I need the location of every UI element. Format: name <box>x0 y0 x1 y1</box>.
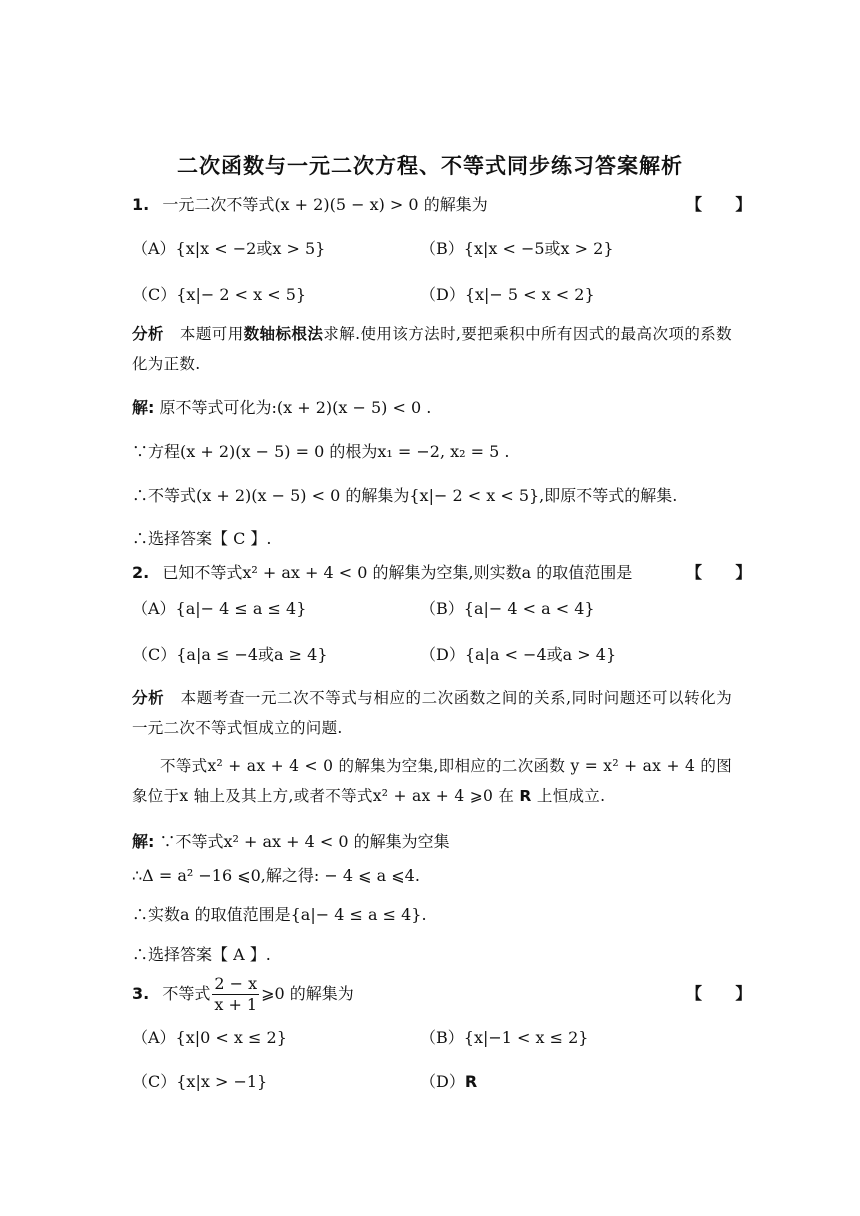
solution-line-2: ∴Δ = a² −16 ⩽0,解之得: − 4 ⩽ a ⩽4. <box>132 866 420 885</box>
option-a: （A）{x|0 < x ≤ 2} <box>132 1028 287 1047</box>
analysis-paragraph-2: 不等式x² + ax + 4 < 0 的解集为空集,即相应的二次函数 y = x² + ax + 4 的图象位于x 轴上及其上方,或者不等式x² + ax + 4 ⩾0 在 R 上恒成立. <box>132 757 732 805</box>
option-c: （C）{x|x > −1} <box>132 1072 268 1091</box>
solution-line-1: 解: 原不等式可化为:(x + 2)(x − 5) < 0 . <box>132 398 432 417</box>
analysis-paragraph: 分析 本题考查一元二次不等式与相应的二次函数之间的关系,同时问题还可以转化为一元二次不等式恒成立的问题. <box>132 689 733 737</box>
fraction-numerator: 2 − x <box>214 974 258 993</box>
method-name: 数轴标根法 <box>243 325 324 343</box>
option-a: （A）{x|x < −2或x > 5} <box>132 239 326 258</box>
solution-label: 解: <box>132 398 155 417</box>
solution-line-2: ∵方程(x + 2)(x − 5) = 0 的根为x₁ = −2, x₂ = 5 . <box>132 442 510 461</box>
answer-bracket: 【 】 <box>686 195 752 214</box>
option-b: （B）{x|x < −5或x > 2} <box>420 239 614 258</box>
question-stem: 一元二次不等式(x + 2)(5 − x) > 0 的解集为 <box>162 195 488 214</box>
question-stem: 已知不等式x² + ax + 4 < 0 的解集为空集,则实数a 的取值范围是 <box>162 563 633 582</box>
question-number: 1. <box>132 195 150 214</box>
solution-label: 解: <box>132 832 155 851</box>
option-c: （C）{a|a ≤ −4或a ≥ 4} <box>132 645 328 664</box>
option-b: （B）{a|− 4 < a < 4} <box>420 599 595 618</box>
real-set-symbol: R <box>464 1072 478 1091</box>
option-d: （D）{a|a < −4或a > 4} <box>420 645 617 664</box>
question-3: 3. 不等式 $\frac{2 - x}{x + 1}$ ⩾0 的解集为 <box>132 974 354 1014</box>
option-b: （B）{x|−1 < x ≤ 2} <box>420 1028 589 1047</box>
answer-bracket: 【 】 <box>686 563 752 582</box>
analysis-paragraph: 分析 本题可用数轴标根法求解.使用该方法时,要把乘积中所有因式的最高次项的系数化为正数. <box>132 325 732 373</box>
answer-line: ∴选择答案【 C 】. <box>132 529 272 548</box>
fraction-denominator: x + 1 <box>214 995 258 1014</box>
question-number: 2. <box>132 563 150 582</box>
option-c: （C）{x|− 2 < x < 5} <box>132 285 307 304</box>
analysis-label: 分析 <box>132 325 164 343</box>
option-d: （D）R <box>420 1072 478 1091</box>
page-title: 二次函数与一元二次方程、不等式同步练习答案解析 <box>177 154 683 178</box>
solution-line-3: ∴不等式(x + 2)(x − 5) < 0 的解集为{x|− 2 < x < 5},即原不等式的解集. <box>132 486 678 505</box>
answer-line: ∴选择答案【 A 】. <box>132 945 271 964</box>
answer-bracket: 【 】 <box>686 984 752 1003</box>
real-set-symbol: R <box>519 787 532 805</box>
option-a: （A）{a|− 4 ≤ a ≤ 4} <box>132 599 307 618</box>
question-1 <box>132 194 488 216</box>
fraction <box>212 974 259 1015</box>
analysis-label: 分析 <box>132 689 165 707</box>
question-number: 3. <box>132 984 150 1003</box>
question-2 <box>132 562 632 584</box>
solution-line-3: ∴实数a 的取值范围是{a|− 4 ≤ a ≤ 4}. <box>132 905 427 924</box>
option-d: （D）{x|− 5 < x < 2} <box>420 285 595 304</box>
solution-line-1: 解: ∵不等式x² + ax + 4 < 0 的解集为空集 <box>132 832 450 851</box>
